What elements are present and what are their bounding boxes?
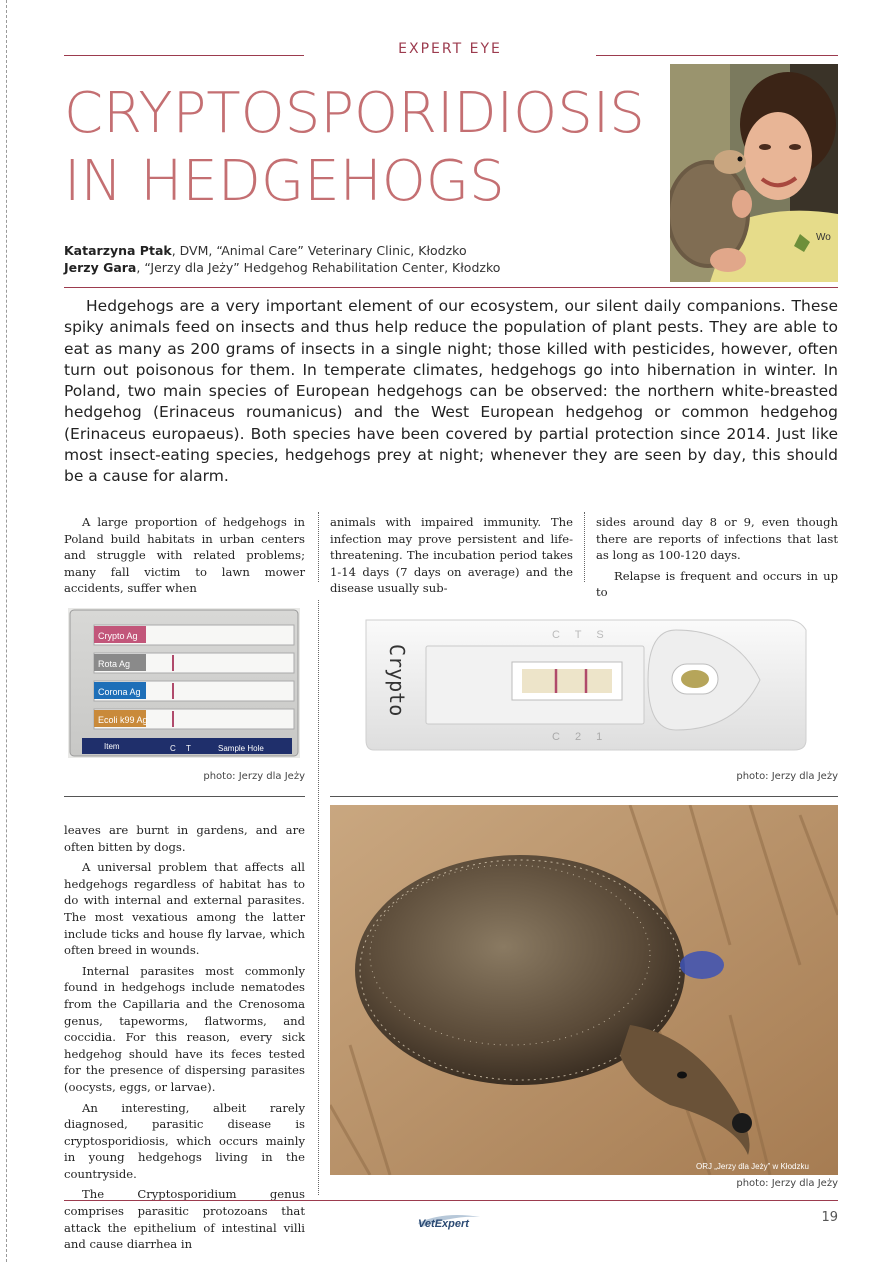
column-separator — [584, 512, 585, 582]
body-paragraph: The Cryptosporidium genus comprises parasitic protozoans that attack the epithelium of intestinal villi and cause diarrhea in — [64, 1187, 305, 1252]
strip-label-2: Rota Ag — [98, 659, 131, 669]
column-separator — [318, 600, 319, 1195]
body-paragraph: Relapse is frequent and occurs in up to — [596, 568, 838, 600]
body-column-3-top — [596, 514, 838, 605]
crypto-cassette-illustration — [330, 604, 838, 764]
test-strip-2 — [94, 653, 294, 673]
header-rule-left — [64, 55, 304, 56]
test-strip-3 — [94, 681, 294, 701]
hedgehog-photo-caption: photo: Jerzy dla Jeży — [736, 1178, 838, 1189]
body-column-2-top — [330, 514, 573, 601]
figure-divider-left — [64, 796, 305, 797]
hedgehog-photo — [330, 805, 838, 1175]
section-tag: EXPERT EYE — [398, 41, 502, 57]
footer-item-label: Item — [104, 742, 120, 751]
header-rule-right — [596, 55, 838, 56]
footer-t-label: T — [186, 744, 191, 753]
footer-rule — [64, 1200, 838, 1201]
cassette-brand: Crypto — [385, 644, 409, 717]
strip-label-4: Ecoli k99 Ag — [98, 715, 148, 725]
title-line-1: CRYPTOSPORIDIOSIS — [64, 81, 645, 146]
author-2-name: Jerzy Gara — [64, 260, 137, 275]
page-edge-guide — [6, 0, 7, 1262]
test-panel-footer — [82, 738, 292, 754]
author-2 — [64, 259, 664, 276]
cassette-bottom-marks: C 2 1 — [552, 731, 609, 743]
column-separator — [318, 512, 319, 582]
body-column-1-bottom — [64, 822, 305, 1257]
author-1-name: Katarzyna Ptak — [64, 243, 172, 258]
footer-c-label: C — [170, 744, 176, 753]
author-1-affiliation: , DVM, “Animal Care” Veterinary Clinic, Kłodzko — [171, 243, 467, 258]
author-1 — [64, 242, 664, 259]
test-panel-photo — [68, 608, 300, 758]
page-number: 19 — [821, 1210, 838, 1225]
body-paragraph: animals with impaired immunity. The infection may prove persistent and life-threatening. The incubation period takes 1-14 days (7 days on average) and the disease usually sub- — [330, 515, 573, 596]
test-panel-illustration — [68, 608, 300, 758]
hedgehog-illustration — [330, 805, 838, 1175]
footer-sample-label: Sample Hole — [218, 744, 264, 753]
author-list — [64, 242, 664, 276]
article-title — [64, 80, 664, 216]
portrait-photo — [670, 64, 838, 282]
body-paragraph: A universal problem that affects all hedgehogs regardless of habitat has to do with internal and external parasites. The most vexatious among the latter include ticks and house fly larvae, which often breed in wounds. — [64, 860, 305, 958]
title-line-2: IN HEDGEHOGS — [64, 149, 505, 214]
crypto-cassette-photo — [330, 604, 838, 764]
logo-text: VetExpert — [418, 1218, 469, 1230]
body-paragraph: leaves are burnt in gardens, and are often bitten by dogs. — [64, 823, 305, 854]
lead-paragraph: Hedgehogs are a very important element of our ecosystem, our silent daily companions. These spiky animals feed on insects and thus help reduce the population of plant pests. They are able to eat as many as 200 grams of insects in a single night; those killed with pesticides, however, often turn out poisonous for them. In temperate climates, hedgehogs go into hibernation in winter. In Poland, two main species of European hedgehogs can be observed: the northern white-breasted hedgehog (Erinaceus roumanicus) and the West European hedgehog or common hedgehog (Erinaceus europaeus). Both species have been covered by partial protection since 2014. Just like most insect-eating species, hedgehogs prey at night; whenever they are seen by day, this should be a cause for alarm. — [64, 297, 838, 486]
test-panel-caption: photo: Jerzy dla Jeży — [203, 771, 305, 782]
body-column-1-top — [64, 514, 305, 601]
lead-rule — [64, 287, 838, 288]
strip-label-3: Corona Ag — [98, 687, 141, 697]
test-strip-1 — [94, 625, 294, 645]
figure-divider-right — [330, 796, 838, 797]
cassette-top-marks: C T S — [552, 629, 610, 641]
crypto-cassette-caption: photo: Jerzy dla Jeży — [736, 771, 838, 782]
body-paragraph: An interesting, albeit rarely diagnosed, parasitic disease is cryptosporidiosis, which occurs mainly in young hedgehogs living in the countryside. — [64, 1100, 305, 1181]
photo-credit-text: ORJ „Jerzy dla Jeży” w Kłodzku — [696, 1162, 809, 1171]
shirt-print-text: Wo — [816, 232, 831, 243]
author-2-affiliation: , “Jerzy dla Jeży” Hedgehog Rehabilitation Center, Kłodzko — [136, 260, 501, 275]
test-strip-4 — [94, 709, 294, 729]
body-paragraph: Internal parasites most commonly found in hedgehogs include nematodes from the Capillaria and the Crenosoma genus, tapeworms, flatworms, and coccidia. For this reason, every sick hedgehog should have its feces tested for the presence of dispersing parasites (oocysts, eggs, or larvae). — [64, 963, 305, 1094]
strip-label-1: Crypto Ag — [98, 631, 138, 641]
body-paragraph: sides around day 8 or 9, even though there are reports of infections that last as long as 100-120 days. — [596, 515, 838, 563]
body-paragraph: A large proportion of hedgehogs in Poland build habitats in urban centers and struggle with related problems; many fall victim to lawn mower accidents, suffer when — [64, 515, 305, 596]
portrait-illustration — [670, 64, 838, 282]
vetexpert-logo — [414, 1209, 484, 1233]
